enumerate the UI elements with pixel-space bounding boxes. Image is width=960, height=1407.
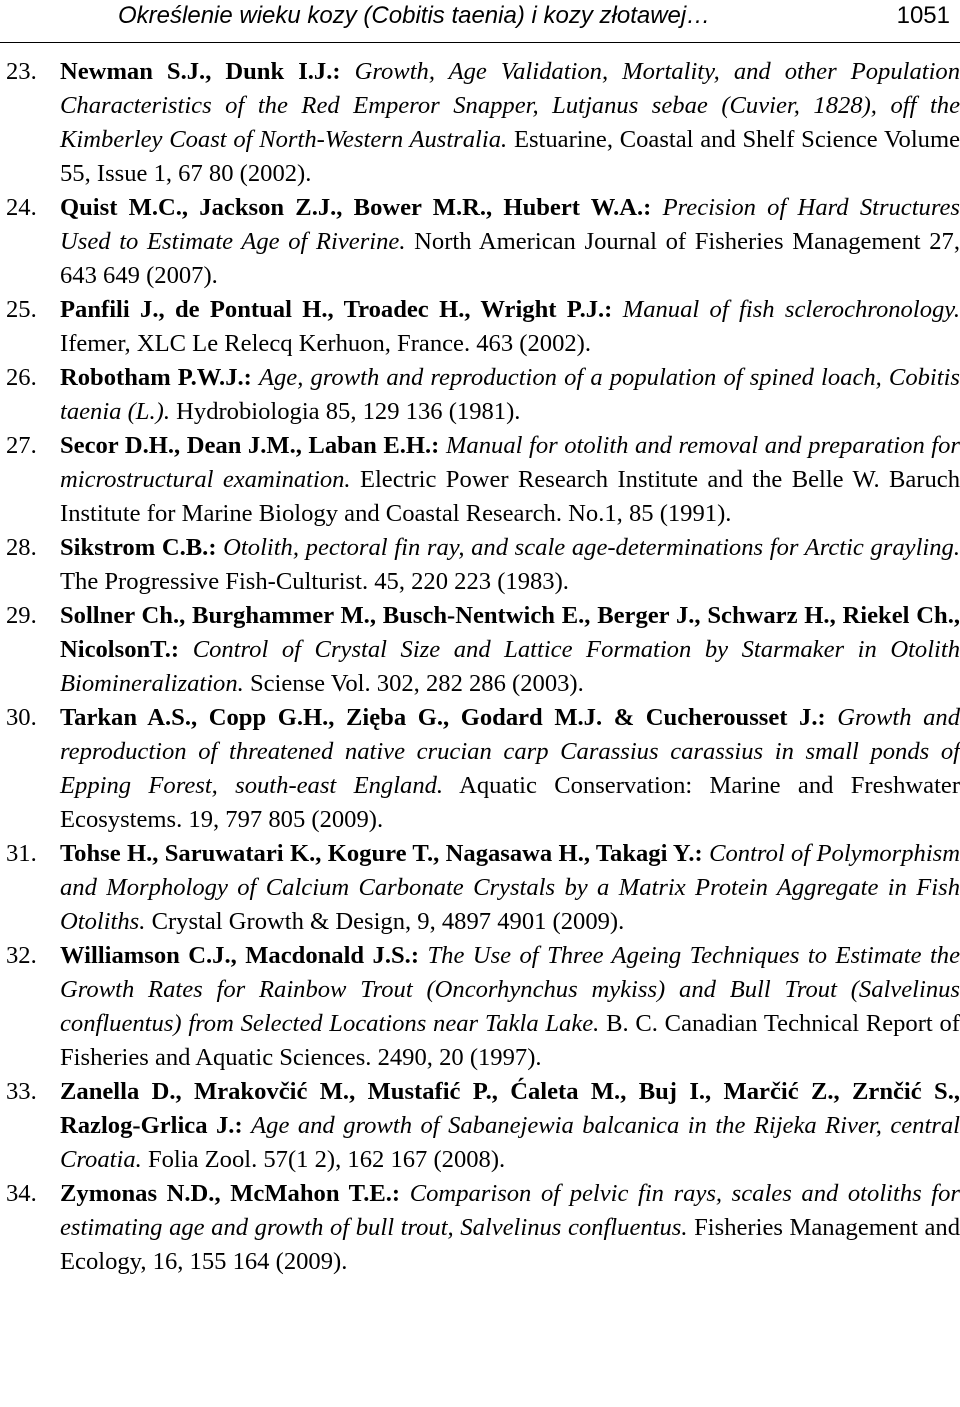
reference-authors: Panfili J., de Pontual H., Troadec H., Wright P.J.: <box>60 296 613 323</box>
reference-authors: Quist M.C., Jackson Z.J., Bower M.R., Hubert W.A.: <box>60 194 652 221</box>
reference-authors: Newman S.J., Dunk I.J.: <box>60 58 341 85</box>
reference-source: Aquatic Conservation: Marine and Freshwater Ecosystems. 19, 797 805 (2009). <box>60 772 960 833</box>
reference-item <box>0 701 960 837</box>
reference-item <box>0 361 960 429</box>
reference-source: Sciense Vol. 302, 282 286 (2003). <box>249 670 584 697</box>
reference-number: 25. <box>6 296 37 323</box>
reference-number: 33. <box>6 1078 37 1105</box>
reference-number: 32. <box>6 942 37 969</box>
reference-source: Fisheries Management and Ecology, 16, 155 164 (2009). <box>60 1214 960 1275</box>
reference-source: Ifemer, XLC Le Relecq Kerhuon, France. 463 (2002). <box>60 330 592 357</box>
reference-title: Precision of Hard Structures Used to Estimate Age of Riverine. <box>60 194 960 255</box>
reference-authors: Sikstrom C.B.: <box>60 534 217 561</box>
reference-number: 31. <box>6 840 37 867</box>
reference-number: 24. <box>6 194 37 221</box>
reference-authors: Robotham P.W.J.: <box>60 364 252 391</box>
reference-item <box>0 191 960 293</box>
reference-item <box>0 1075 960 1177</box>
reference-item <box>0 837 960 939</box>
reference-number: 23. <box>6 58 37 85</box>
reference-source: B. C. Canadian Technical Report of Fisheries and Aquatic Sciences. 2490, 20 (1997). <box>60 1010 960 1071</box>
reference-number: 34. <box>6 1180 37 1207</box>
reference-source: Hydrobiologia 85, 129 136 (1981). <box>176 398 521 425</box>
reference-item <box>0 1177 960 1279</box>
reference-source: Crystal Growth & Design, 9, 4897 4901 (2009). <box>151 908 625 935</box>
reference-item <box>0 293 960 361</box>
reference-title: Age and growth of Sabanejewia balcanica in the Rijeka River, central Croatia. <box>60 1112 960 1173</box>
reference-title: Comparison of pelvic fin rays, scales and otoliths for estimating age and growth of bull trout, Salvelinus confluentus. <box>60 1180 960 1241</box>
reference-authors: Tohse H., Saruwatari K., Kogure T., Nagasawa H., Takagi Y.: <box>60 840 703 867</box>
reference-list <box>0 55 960 1279</box>
reference-title: Age, growth and reproduction of a population of spined loach, Cobitis taenia (L.). <box>60 364 960 425</box>
running-header <box>0 0 960 43</box>
reference-item <box>0 55 960 191</box>
reference-number: 29. <box>6 602 37 629</box>
page-number: 1051 <box>896 2 950 29</box>
reference-title: Growth, Age Validation, Mortality, and other Population Characteristics of the Red Emperor Snapper, Lutjanus sebae (Cuvier, 1828), off the Kimberley Coast of North-Western Australia. <box>60 58 960 153</box>
reference-number: 27. <box>6 432 37 459</box>
reference-title: Control of Crystal Size and Lattice Formation by Starmaker in Otolith Biomineralization. <box>60 636 960 697</box>
reference-item <box>0 429 960 531</box>
reference-authors: Secor D.H., Dean J.M., Laban E.H.: <box>60 432 440 459</box>
reference-authors: Tarkan A.S., Copp G.H., Zięba G., Godard M.J. & Cucherousset J.: <box>60 704 826 731</box>
reference-title: Control of Polymorphism and Morphology of Calcium Carbonate Crystals by a Matrix Protein Aggregate in Fish Otoliths. <box>60 840 960 935</box>
reference-title: Growth and reproduction of threatened native crucian carp Carassius carassius in small ponds of Epping Forest, south-east England. <box>60 704 960 799</box>
reference-number: 26. <box>6 364 37 391</box>
running-title: Określenie wieku kozy (Cobitis taenia) i kozy złotawej… <box>118 2 711 29</box>
reference-item <box>0 531 960 599</box>
reference-title: Otolith, pectoral fin ray, and scale age-determinations for Arctic grayling. <box>223 534 960 561</box>
reference-source: Folia Zool. 57(1 2), 162 167 (2008). <box>147 1146 506 1173</box>
reference-authors: Sollner Ch., Burghammer M., Busch-Nentwich E., Berger J., Schwarz H., Riekel Ch., NicolsonT.: <box>60 602 960 663</box>
reference-source: Electric Power Research Institute and the Belle W. Baruch Institute for Marine Biology and Coastal Research. No.1, 85 (1991). <box>60 466 960 527</box>
reference-number: 30. <box>6 704 37 731</box>
reference-title: The Use of Three Ageing Techniques to Estimate the Growth Rates for Rainbow Trout (Oncorhynchus mykiss) and Bull Trout (Salvelinus confluentus) from Selected Locations near Takla Lake. <box>60 942 960 1037</box>
reference-item <box>0 939 960 1075</box>
reference-source: North American Journal of Fisheries Management 27, 643 649 (2007). <box>60 228 960 289</box>
reference-authors: Zymonas N.D., McMahon T.E.: <box>60 1180 401 1207</box>
reference-item <box>0 599 960 701</box>
reference-title: Manual of fish sclerochronology. <box>622 296 960 323</box>
reference-source: The Progressive Fish-Culturist. 45, 220 223 (1983). <box>60 568 569 595</box>
reference-title: Manual for otolith and removal and preparation for microstructural examination. <box>60 432 960 493</box>
reference-source: Estuarine, Coastal and Shelf Science Volume 55, Issue 1, 67 80 (2002). <box>60 126 960 187</box>
reference-number: 28. <box>6 534 37 561</box>
reference-authors: Williamson C.J., Macdonald J.S.: <box>60 942 420 969</box>
reference-authors: Zanella D., Mrakovčić M., Mustafić P., Ćaleta M., Buj I., Marčić Z., Zrnčić S., Razlog-Grlica J.: <box>60 1078 960 1139</box>
